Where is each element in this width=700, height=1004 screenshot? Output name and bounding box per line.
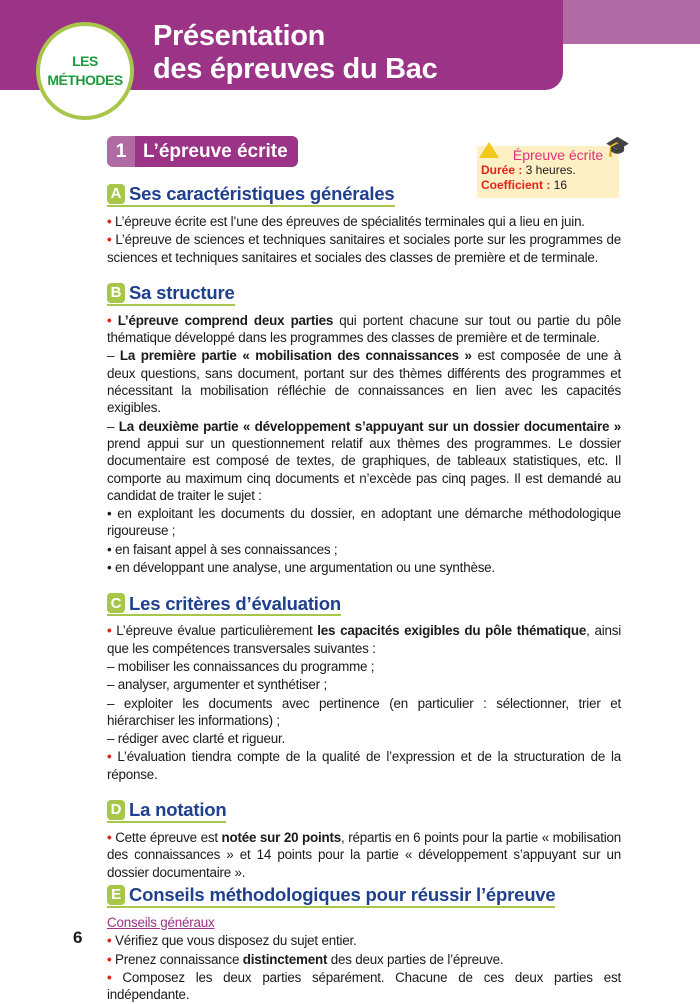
text: – exploiter les documents avec pertinence (en particulier : sélectionner, trier et hiérarchiser les informations) ;: [107, 695, 621, 728]
page-title: [153, 20, 437, 86]
note-title: Épreuve écrite: [512, 147, 604, 163]
subsection-letter: A: [107, 184, 125, 204]
text: • en exploitant les documents du dossier, en adoptant une démarche méthodologique rigoureuse ;: [107, 506, 621, 539]
bullet-icon: •: [107, 933, 116, 949]
paragraph: [107, 748, 621, 783]
paragraph: [107, 695, 621, 730]
badge-line1: LES: [72, 53, 98, 69]
paragraph: [107, 829, 621, 881]
subsection-letter: C: [107, 593, 125, 613]
paragraph: [107, 932, 621, 949]
title-line2: des épreuves du Bac: [153, 53, 438, 85]
text: – analyser, argumenter et synthétiser ;: [107, 677, 327, 693]
paragraph: [107, 969, 621, 1004]
duration-label: Durée :: [481, 163, 523, 177]
text: • en développant une analyse, une argumentation ou une synthèse.: [107, 560, 495, 576]
bullet-icon: •: [107, 623, 117, 639]
text: Vérifiez que vous disposez du sujet entier.: [115, 933, 357, 949]
bullet-icon: •: [107, 830, 116, 846]
text: des deux parties de l’épreuve.: [327, 951, 504, 967]
text: prend appui sur un questionnement relatif aux thèmes des programmes. Le dossier documentaire est composé de textes, de graphiques, de tableaux statistiques, etc. Il comporte au maximum cinq documents et n’excède pas cinq pages. Il est demandé au candidat de traiter le sujet :: [107, 435, 621, 503]
text: L’évaluation tiendra compte de la qualité de l’expression et de la structuration de la réponse.: [107, 749, 621, 782]
subsection-heading: [107, 800, 226, 823]
subsection-letter: E: [107, 885, 125, 905]
subsection-heading: [107, 885, 555, 908]
section-label: L’épreuve écrite: [135, 136, 298, 167]
content: [107, 180, 621, 1004]
subsection-title: Les critères d’évaluation: [129, 592, 341, 614]
paragraph: [107, 231, 621, 266]
subsection-letter: B: [107, 283, 125, 303]
subsection-heading: [107, 593, 341, 616]
subsection-heading: [107, 184, 395, 207]
paragraph: [107, 951, 621, 968]
spacer: [107, 267, 621, 279]
title-line1: Présentation: [153, 20, 326, 52]
text: –: [107, 418, 119, 434]
coef-value: 16: [550, 178, 568, 192]
bullet-icon: •: [107, 969, 123, 985]
paragraph: [107, 312, 621, 347]
text: L’épreuve évalue particulièrement: [116, 623, 318, 639]
paragraph: [107, 622, 621, 657]
bold-text: La première partie « mobilisation des connaissances »: [119, 348, 472, 364]
section-heading: [107, 136, 298, 167]
subsection-title: Ses caractéristiques générales: [129, 183, 395, 205]
methodes-badge: [36, 22, 134, 120]
text: Composez les deux parties séparément. Chacune de ces deux parties est indépendante.: [107, 969, 621, 1003]
paragraph: [107, 347, 621, 416]
bold-text: notée sur 20 points: [221, 830, 342, 846]
text: – mobiliser les connaissances du programme ;: [107, 658, 375, 674]
text: • en faisant appel à ses connaissances ;: [107, 541, 338, 557]
text: , ainsi que les compétences transversales suivantes :: [107, 623, 621, 656]
spacer: [107, 784, 621, 796]
bold-text: L’épreuve comprend deux parties: [117, 312, 334, 328]
text: L’épreuve de sciences et techniques sanitaires et sociales porte sur les programmes de sciences et techniques sanitaires et sociales des classes de première et de terminale.: [107, 232, 621, 265]
bullet-icon: •: [107, 214, 116, 229]
subsection-heading: [107, 283, 235, 306]
text: L’épreuve écrite est l’une des épreuves de spécialités terminales qui a lieu en juin.: [115, 214, 585, 229]
paragraph: [107, 541, 621, 558]
coef-label: Coefficient :: [481, 178, 551, 192]
graduation-cap-icon: 🎓: [605, 136, 630, 158]
bold-text: distinctement: [242, 951, 328, 967]
note-corner-icon: [479, 142, 499, 158]
text: est composée de une à deux questions, sans document, portant sur des thèmes différents des programmes et nécessitant la mobilisation réfléchie de connaissances en lien avec les capacités exigibles.: [107, 348, 621, 416]
text: Prenez connaissance: [115, 951, 243, 967]
subheading: Conseils généraux: [107, 914, 215, 930]
paragraph: [107, 418, 621, 504]
paragraph: [107, 658, 621, 675]
text: – rédiger avec clarté et rigueur.: [107, 731, 285, 747]
paragraph: [107, 676, 621, 693]
subsection-letter: D: [107, 800, 125, 820]
text: Cette épreuve est: [115, 830, 222, 846]
subsection-title: La notation: [129, 799, 227, 821]
subsection-title: Conseils méthodologiques pour réussir l’épreuve: [129, 884, 556, 906]
spacer: [107, 577, 621, 589]
bold-text: La deuxième partie « développement s’appuyant sur un dossier documentaire »: [118, 418, 621, 434]
bullet-icon: •: [107, 232, 116, 248]
paragraph: [107, 505, 621, 540]
subsection-title: Sa structure: [129, 282, 235, 304]
page-number: 6: [73, 928, 83, 947]
paragraph: [107, 559, 621, 576]
badge-line2: MÉTHODES: [47, 72, 123, 88]
text: qui portent chacune sur tout ou partie du pôle thématique développé dans les programmes des classes de première et de terminale.: [107, 312, 621, 346]
text: –: [107, 348, 120, 364]
section-number: 1: [107, 136, 135, 167]
bullet-icon: •: [107, 749, 118, 765]
bold-text: les capacités exigibles du pôle thématique: [317, 623, 587, 639]
duration-value: 3 heures.: [522, 163, 576, 177]
paragraph: [107, 730, 621, 747]
bullet-icon: •: [107, 312, 118, 328]
bullet-icon: •: [107, 951, 116, 967]
paragraph: [107, 213, 621, 230]
text: , répartis en 6 points pour la partie « mobilisation des connaissances » et 14 points pour la partie « développement s’appuyant sur un dossier documentaire ».: [107, 830, 621, 880]
header-tab: [563, 0, 700, 44]
